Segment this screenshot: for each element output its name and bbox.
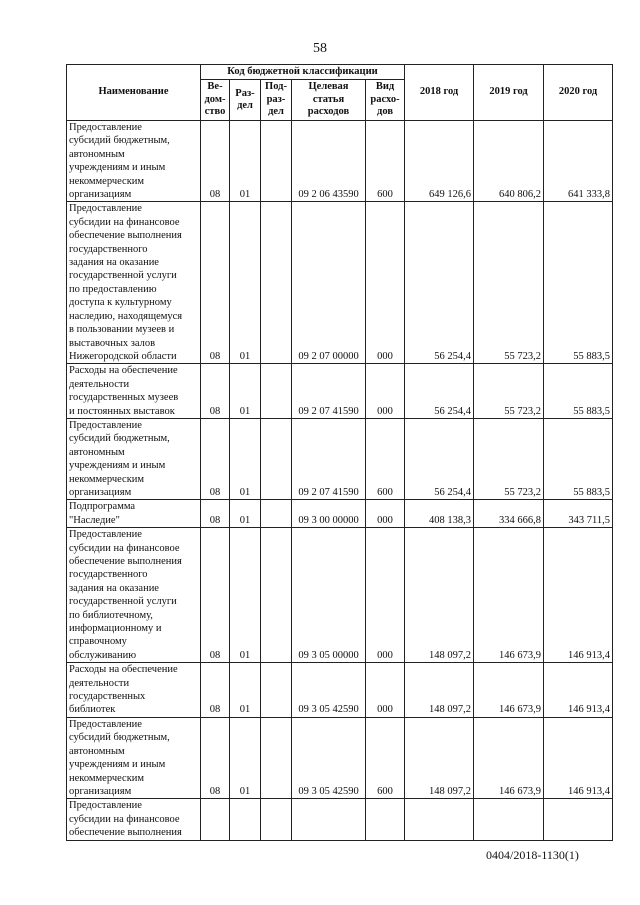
cell-razdel: 01 xyxy=(230,364,261,419)
table-row xyxy=(67,528,613,663)
header-vedomstvo: Ве- дом- ство xyxy=(201,80,230,121)
cell-podrazdel xyxy=(261,663,292,718)
budget-table xyxy=(66,64,613,841)
cell-podrazdel xyxy=(261,364,292,419)
cell-vedomstvo: 08 xyxy=(201,121,230,202)
header-2018: 2018 год xyxy=(405,65,474,121)
table-body xyxy=(67,121,613,841)
cell-2020: 641 333,8 xyxy=(544,121,613,202)
cell-2019: 334 666,8 xyxy=(474,500,544,528)
cell-2019: 55 723,2 xyxy=(474,364,544,419)
cell-2019: 55 723,2 xyxy=(474,202,544,364)
cell-2020: 146 913,4 xyxy=(544,663,613,718)
cell-2018: 649 126,6 xyxy=(405,121,474,202)
document-code: 0404/2018-1130(1) xyxy=(486,848,579,862)
cell-2018: 148 097,2 xyxy=(405,717,474,798)
cell-expense-type: 000 xyxy=(366,528,405,663)
cell-2020 xyxy=(544,799,613,840)
cell-2019: 146 673,9 xyxy=(474,528,544,663)
header-2020: 2020 год xyxy=(544,65,613,121)
cell-2019: 55 723,2 xyxy=(474,418,544,499)
cell-razdel: 01 xyxy=(230,500,261,528)
cell-podrazdel xyxy=(261,528,292,663)
cell-target-article: 09 3 05 42590 xyxy=(292,663,366,718)
cell-razdel: 01 xyxy=(230,528,261,663)
cell-podrazdel xyxy=(261,500,292,528)
cell-2019: 146 673,9 xyxy=(474,717,544,798)
cell-2020: 55 883,5 xyxy=(544,364,613,419)
cell-name: Предоставление субсидий бюджетным, автономным учреждениям и иным некоммерческим организациям xyxy=(67,418,201,499)
cell-razdel: 01 xyxy=(230,717,261,798)
cell-podrazdel xyxy=(261,799,292,840)
table-row xyxy=(67,121,613,202)
cell-vedomstvo: 08 xyxy=(201,717,230,798)
cell-razdel: 01 xyxy=(230,418,261,499)
cell-vedomstvo: 08 xyxy=(201,528,230,663)
cell-2018: 148 097,2 xyxy=(405,528,474,663)
cell-name: Предоставление субсидий бюджетным, автономным учреждениям и иным некоммерческим организациям xyxy=(67,121,201,202)
cell-target-article xyxy=(292,799,366,840)
cell-2018: 148 097,2 xyxy=(405,663,474,718)
cell-podrazdel xyxy=(261,418,292,499)
table-row xyxy=(67,202,613,364)
cell-2018: 56 254,4 xyxy=(405,202,474,364)
cell-vedomstvo: 08 xyxy=(201,500,230,528)
cell-name: Расходы на обеспечение деятельности государственных библиотек xyxy=(67,663,201,718)
header-target-article: Целевая статья расходов xyxy=(292,80,366,121)
cell-name: Подпрограмма "Наследие" xyxy=(67,500,201,528)
cell-name: Предоставление субсидии на финансовое обеспечение выполнения государственного задания на оказание государственной услуги по предоставлению доступа к культурному наследию, находящемуся в пользовании музеев и выставочных залов Нижегородской области xyxy=(67,202,201,364)
cell-vedomstvo: 08 xyxy=(201,364,230,419)
cell-expense-type: 600 xyxy=(366,121,405,202)
cell-podrazdel xyxy=(261,121,292,202)
header-podrazdel: Под- раз- дел xyxy=(261,80,292,121)
cell-2018 xyxy=(405,799,474,840)
cell-name: Расходы на обеспечение деятельности государственных музеев и постоянных выставок xyxy=(67,364,201,419)
header-razdel: Раз- дел xyxy=(230,80,261,121)
cell-vedomstvo: 08 xyxy=(201,202,230,364)
cell-name: Предоставление субсидии на финансовое обеспечение выполнения государственного задания на оказание государственной услуги по библиотечному, информационному и справочному обслуживанию xyxy=(67,528,201,663)
table-row xyxy=(67,364,613,419)
cell-target-article: 09 3 00 00000 xyxy=(292,500,366,528)
cell-razdel xyxy=(230,799,261,840)
cell-expense-type: 000 xyxy=(366,663,405,718)
table-row xyxy=(67,500,613,528)
cell-2020: 146 913,4 xyxy=(544,528,613,663)
header-budget-classification: Код бюджетной классификации xyxy=(201,65,405,80)
table-row xyxy=(67,799,613,840)
cell-expense-type xyxy=(366,799,405,840)
cell-podrazdel xyxy=(261,202,292,364)
table-header xyxy=(67,65,613,121)
cell-2019 xyxy=(474,799,544,840)
cell-target-article: 09 2 06 43590 xyxy=(292,121,366,202)
cell-2020: 55 883,5 xyxy=(544,202,613,364)
header-expense-type: Вид расхо- дов xyxy=(366,80,405,121)
cell-name: Предоставление субсидий бюджетным, автономным учреждениям и иным некоммерческим организациям xyxy=(67,717,201,798)
cell-2019: 640 806,2 xyxy=(474,121,544,202)
cell-expense-type: 000 xyxy=(366,500,405,528)
table-row xyxy=(67,717,613,798)
cell-target-article: 09 2 07 41590 xyxy=(292,364,366,419)
cell-2018: 56 254,4 xyxy=(405,364,474,419)
table-row xyxy=(67,418,613,499)
cell-2020: 55 883,5 xyxy=(544,418,613,499)
cell-2020: 146 913,4 xyxy=(544,717,613,798)
cell-target-article: 09 2 07 00000 xyxy=(292,202,366,364)
table-row xyxy=(67,663,613,718)
page-number: 58 xyxy=(313,41,327,56)
cell-2020: 343 711,5 xyxy=(544,500,613,528)
cell-podrazdel xyxy=(261,717,292,798)
cell-target-article: 09 2 07 41590 xyxy=(292,418,366,499)
cell-expense-type: 600 xyxy=(366,418,405,499)
cell-target-article: 09 3 05 00000 xyxy=(292,528,366,663)
cell-expense-type: 600 xyxy=(366,717,405,798)
header-2019: 2019 год xyxy=(474,65,544,121)
header-name: Наименование xyxy=(67,65,201,121)
cell-target-article: 09 3 05 42590 xyxy=(292,717,366,798)
cell-name: Предоставление субсидии на финансовое обеспечение выполнения xyxy=(67,799,201,840)
cell-razdel: 01 xyxy=(230,663,261,718)
cell-2018: 408 138,3 xyxy=(405,500,474,528)
cell-razdel: 01 xyxy=(230,202,261,364)
cell-vedomstvo: 08 xyxy=(201,663,230,718)
cell-razdel: 01 xyxy=(230,121,261,202)
cell-vedomstvo: 08 xyxy=(201,418,230,499)
cell-2019: 146 673,9 xyxy=(474,663,544,718)
cell-2018: 56 254,4 xyxy=(405,418,474,499)
cell-expense-type: 000 xyxy=(366,364,405,419)
cell-expense-type: 000 xyxy=(366,202,405,364)
cell-vedomstvo xyxy=(201,799,230,840)
